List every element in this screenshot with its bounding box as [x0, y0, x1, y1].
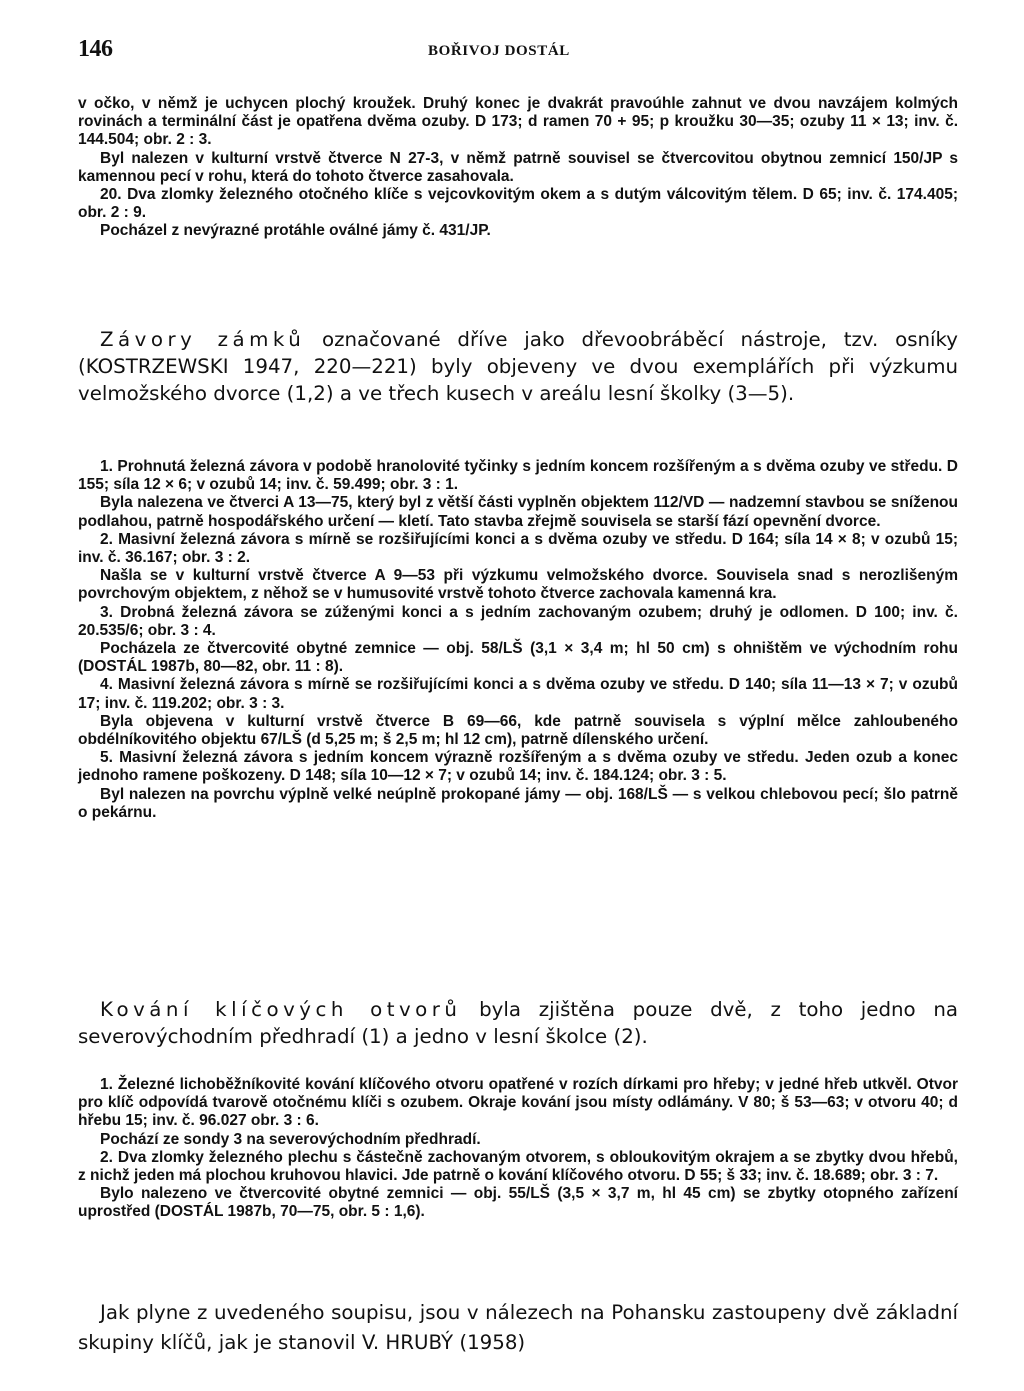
catalog-item: 1. Prohnutá železná závora v podobě hranolovité tyčinky s jedním koncem rozšířeným a s dvěma ozuby ve středu. D 155; síla 12 × 6; v ozubů 14; inv. č. 59.499; obr. 3 : 1.: [78, 458, 958, 494]
catalog-item: 2. Masivní železná závora s mírně se rozšiřujícími konci a s dvěma ozuby ve středu. D 164; síla 14 × 8; v ozubů 15; inv. č. 36.167; obr. 3 : 2.: [78, 530, 958, 567]
catalog-item: 4. Masivní železná závora s mírně se rozšiřujícími konci a s dvěma ozuby ve středu. D 140; síla 11—13 × 7; v ozubů 17; inv. č. 119.202; obr. 3 : 3.: [78, 676, 958, 712]
catalog-block-lock-bars: [78, 458, 958, 822]
catalog-item: 5. Masivní železná závora s jedním koncem výrazně rozšířeným a s dvěma ozuby ve středu. Jeden ozub a konec jednoho ramene poškozeny. D 148; síla 10—12 × 7; v ozubů 14; inv. č. 184.124; obr. 3 : 5.: [78, 749, 958, 785]
section-heading-spaced: Kování klíčových otvorů: [100, 998, 462, 1021]
paragraph: Pocházel z nevýrazné protáhle oválné jámy č. 431/JP.: [100, 222, 491, 240]
paragraph: v očko, v němž je uchycen plochý kroužek. Druhý konec je dvakrát pravoúhle zahnut ve dvou navzájem kolmých rovinách a terminální část je opatřena dvěma ozuby. D 173; d ramen 70 + 95; p kroužku 30—35; ozuby 11 × 13; inv. č. 144.504; obr. 2 : 3.: [78, 95, 958, 149]
running-title: BOŘIVOJ DOSTÁL: [428, 43, 570, 59]
page-number: 146: [78, 36, 113, 62]
page-header: [78, 36, 958, 62]
catalog-block-keyhole-fittings: [78, 1076, 958, 1222]
catalog-item: 3. Drobná železná závora se zúženými konci a s jedním zachovaným ozubem; druhý je odlomen. D 100; inv. č. 20.535/6; obr. 3 : 4.: [78, 603, 958, 639]
section-text: byla zjištěna pouze dvě, z toho jedno na severovýchodním předhradí (1) a jedno v lesní školce (2).: [78, 998, 958, 1048]
finding-note: Bylo nalezeno ve čtvercovité obytné zemnici — obj. 55/LŠ (3,5 × 3,7 m, hl 45 cm) se zbytky otopného zařízení uprostřed (DOSTÁL 1987b, 70—75, obr. 5 : 1,6).: [78, 1185, 958, 1221]
finding-note: Pochází ze sondy 3 na severovýchodním předhradí.: [100, 1130, 481, 1148]
section-heading-spaced: Závory zámků: [100, 328, 306, 351]
finding-note: Našla se v kulturní vrstvě čtverce A 9—53 při výzkumu velmožského dvorce. Souvisela snad s nerozlišeným povrchovým objektem, z něhož se v humusovité vrstvě tohoto čtverce zachovala kamenná kra.: [78, 567, 958, 603]
catalog-item: 1. Železné lichoběžníkovité kování klíčového otvoru opatřené v rozích dírkami pro hřeby; v jedné hřeb utkvěl. Otvor pro klíč odpovídá tvarově otočnému klíči s ozubem. Okraje kování jsou místy odlámány. V 80; š 53—63; v otvoru 40; d hřebu 15; inv. č. 96.027 obr. 3 : 6.: [78, 1076, 958, 1130]
catalog-item: 2. Dva zlomky železného plechu s částečně zachovaným otvorem, s obloukovitým okrajem a se zbytky dvou hřebů, z nichž jeden má plochou kruhovou hlavici. Jde patrně o kování klíčového otvoru. D 55; š 33; inv. č. 18.689; obr. 3 : 7.: [78, 1148, 958, 1185]
finding-note: Pocházela ze čtvercovité obytné zemnice — obj. 58/LŠ (3,1 × 3,4 m; hl 50 cm) s ohništěm ve východním rohu (DOSTÁL 1987b, 80—82, obr. 11 : 8).: [78, 640, 958, 676]
section-keyhole-fittings: [78, 996, 958, 1050]
closing-paragraph: Jak plyne z uvedeného soupisu, jsou v nálezech na Pohansku zastoupeny dvě základní skupiny klíčů, jak je stanovil V. HRUBÝ (1958): [78, 1301, 958, 1354]
catalog-block-keys: [78, 95, 958, 241]
section-lock-bars: [78, 326, 958, 407]
finding-note: Byla objevena v kulturní vrstvě čtverce B 69—66, kde patrně souvisela s výplní mělce zahloubeného obdélníkovitého objektu 67/LŠ (d 5,25 m; š 2,5 m; hl 12 cm), patrně dílenského určení.: [78, 712, 958, 749]
finding-note: Byla nalezena ve čtverci A 13—75, který byl z větší části vyplněn objektem 112/VD — nadzemní stavbou se sníženou podlahou, patrně hospodářského určení — kletí. Tato stavba zřejmě souvisela se starší fází opevnění dvorce.: [78, 494, 958, 530]
paragraph: Byl nalezen v kulturní vrstvě čtverce N 27-3, v němž patrně souvisel se čtvercovitou obytnou zemnicí 150/JP s kamennou pecí v rohu, která do tohoto čtverce zasahovala.: [78, 149, 958, 185]
section-text: označované dříve jako dřevoobráběcí nástroje, tzv. osníky (KOSTRZEWSKI 1947, 220—221) byly objeveny ve dvou exemplářích při výzkumu velmožského dvorce (1,2) a ve třech kusech v areálu lesní školky (3—5).: [78, 328, 958, 405]
finding-note: Byl nalezen na povrchu výplně velké neúplně prokopané jámy — obj. 168/LŠ — s velkou chlebovou pecí; šlo patrně o pekárnu.: [78, 785, 958, 821]
paragraph: 20. Dva zlomky železného otočného klíče s vejcovkovitým okem a s dutým válcovitým tělem. D 65; inv. č. 174.405; obr. 2 : 9.: [78, 186, 958, 222]
